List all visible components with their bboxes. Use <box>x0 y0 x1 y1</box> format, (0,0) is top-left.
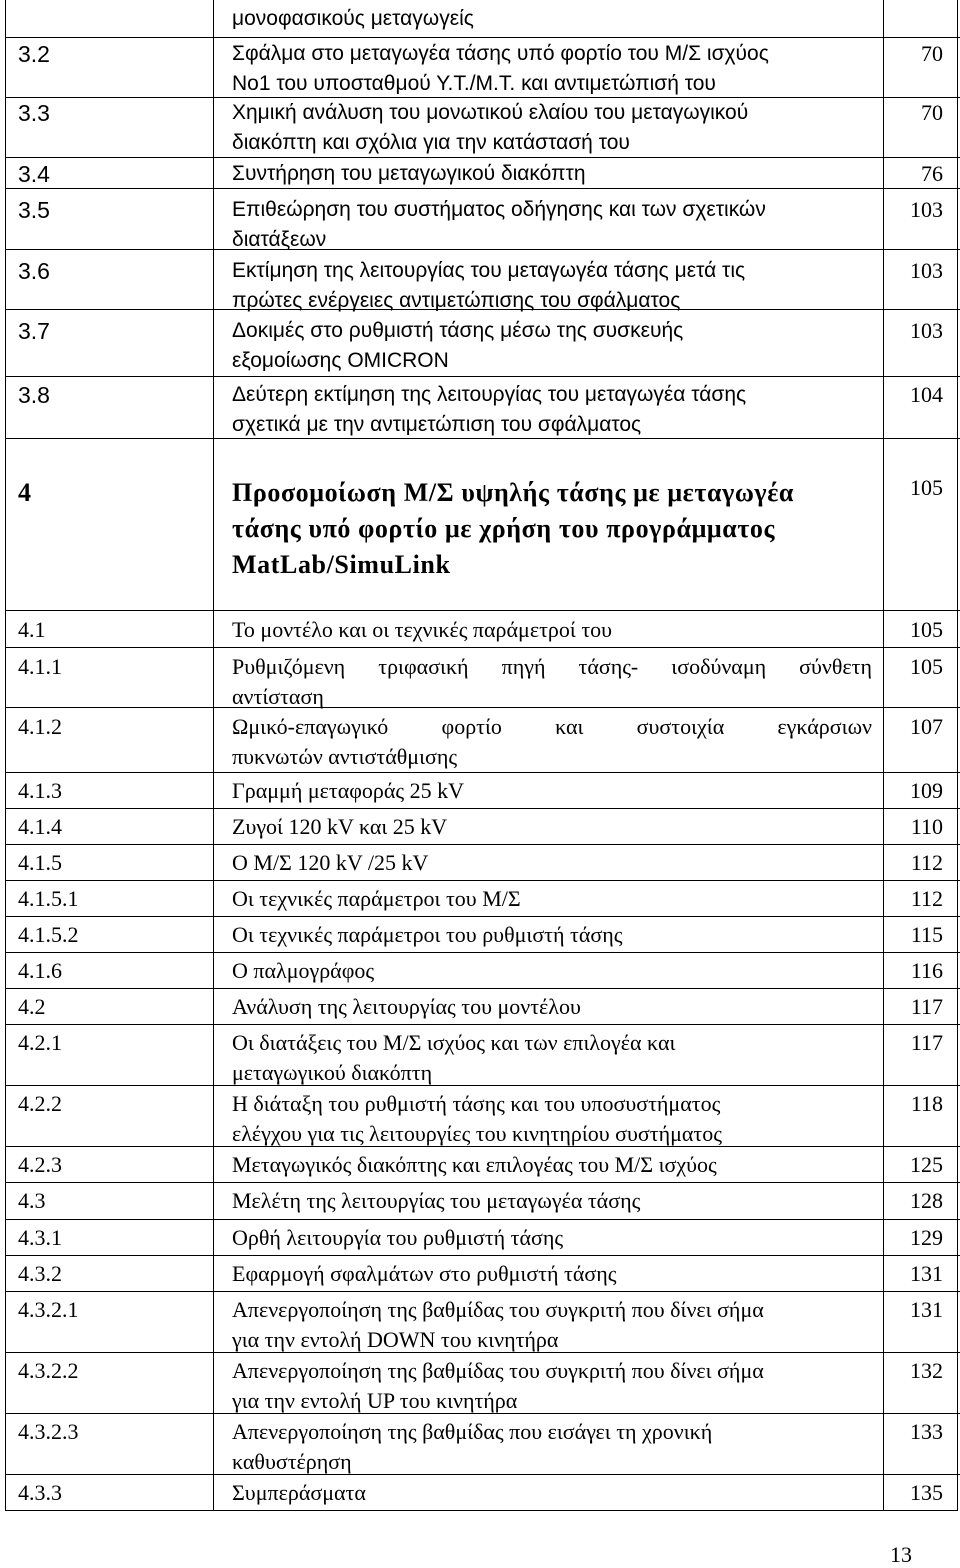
section-number: 4.1.5.1 <box>18 886 79 911</box>
toc-number-cell <box>5 1256 213 1292</box>
section-title-line: διατάξεων <box>232 228 327 251</box>
section-title-line: Το μοντέλο και οι τεχνικές παράμετροί του <box>232 617 613 642</box>
toc-page-cell <box>883 1025 958 1086</box>
toc-title-cell <box>213 189 883 250</box>
page-ref: 103 <box>910 197 943 222</box>
toc-row <box>5 1182 960 1220</box>
toc-page-cell <box>883 0 958 37</box>
toc-page-cell <box>883 989 958 1025</box>
section-number: 4.3.2.1 <box>18 1297 79 1322</box>
toc-title-cell <box>213 463 883 610</box>
toc-row <box>5 376 960 439</box>
section-title-line: Εφαρμογή σφαλμάτων στο ρυθμιστή τάσης <box>232 1261 617 1286</box>
toc-page-cell <box>883 1183 958 1220</box>
toc-row <box>5 952 960 989</box>
section-title-line: Μελέτη της λειτουργίας του μεταγωγέα τάσης <box>232 1188 641 1213</box>
toc-title-cell <box>213 708 883 773</box>
section-title-line: Απενεργοποίηση της βαθμίδας που εισάγει τη χρονική <box>232 1419 713 1444</box>
section-number: 4.1.4 <box>18 814 62 839</box>
toc-title-cell <box>213 1220 883 1256</box>
toc-number-cell <box>5 917 213 953</box>
section-title-line: Σφάλμα στο μεταγωγέα τάσης υπό φορτίο του Μ/Σ ισχύος <box>232 42 769 65</box>
toc-number-cell <box>5 1086 213 1147</box>
toc-title-cell <box>213 648 883 708</box>
toc-row <box>5 1255 960 1292</box>
section-title-line: Οι διατάξεις του Μ/Σ ισχύος και των επιλογέα και <box>232 1030 676 1055</box>
page-ref: 107 <box>910 714 943 739</box>
toc-page-cell <box>883 38 958 98</box>
section-title-line: Ωμικό-επαγωγικό φορτίο και συστοιχία εγκάρσιων <box>232 714 872 739</box>
section-title-line: Ζυγοί 120 kV και 25 kV <box>232 814 448 839</box>
toc-page-cell <box>883 1353 958 1414</box>
toc-title-cell <box>213 1256 883 1292</box>
section-number: 4.3.1 <box>18 1225 62 1250</box>
toc-number-cell <box>5 845 213 881</box>
toc-row <box>5 463 960 610</box>
page-ref: 131 <box>910 1297 943 1322</box>
section-number: 3.3 <box>18 100 50 126</box>
toc-row <box>5 880 960 917</box>
page-ref: 105 <box>910 617 943 642</box>
toc-number-cell <box>5 1220 213 1256</box>
toc-row <box>5 1352 960 1414</box>
toc-number-cell <box>5 98 213 158</box>
page-ref: 112 <box>910 886 943 911</box>
toc-number-cell <box>5 809 213 845</box>
section-title-line: ελέγχου για τις λειτουργίες του κινητηρίου συστήματος <box>232 1121 722 1146</box>
toc-number-cell <box>5 158 213 189</box>
section-number: 3.5 <box>18 197 50 223</box>
toc-title-cell <box>213 0 883 37</box>
toc-title-cell <box>213 1414 883 1475</box>
toc-number-cell <box>5 439 213 464</box>
toc-page-cell <box>883 881 958 917</box>
toc-page-cell <box>883 809 958 845</box>
page-ref: 103 <box>910 258 943 283</box>
section-title-line: Δεύτερη εκτίμηση της λειτουργίας του μεταγωγέα τάσης <box>232 383 747 406</box>
section-title-line: πυκνωτών αντιστάθμισης <box>232 744 458 769</box>
page-ref: 135 <box>910 1480 943 1505</box>
section-number: 4.2.1 <box>18 1030 62 1055</box>
toc-page-cell <box>883 1147 958 1183</box>
section-number: 4.1.5 <box>18 850 62 875</box>
toc-number-cell <box>5 989 213 1025</box>
toc-row <box>5 37 960 98</box>
toc-row <box>5 157 960 189</box>
section-title-line: Συμπεράσματα <box>232 1480 366 1505</box>
page-ref: 105 <box>910 475 943 500</box>
toc-row <box>5 844 960 881</box>
toc-title-cell <box>213 773 883 809</box>
toc-title-cell <box>213 1183 883 1220</box>
toc-number-cell <box>5 1475 213 1511</box>
toc-number-cell <box>5 38 213 98</box>
page-ref: 103 <box>910 318 943 343</box>
page-ref: 131 <box>910 1261 943 1286</box>
toc-number-cell <box>5 0 213 37</box>
toc-row <box>5 988 960 1025</box>
page-ref: 70 <box>921 100 943 125</box>
toc-page-cell <box>883 1475 958 1511</box>
section-title-line: μονοφασικούς μεταγωγείς <box>232 7 474 30</box>
toc-title-cell <box>213 1292 883 1353</box>
toc-row <box>5 1291 960 1353</box>
toc-title-cell <box>213 1475 883 1511</box>
section-title-line: Απενεργοποίηση της βαθμίδας του συγκριτή που δίνει σήμα <box>232 1358 764 1383</box>
toc-number-cell <box>5 1025 213 1086</box>
page-ref: 118 <box>910 1091 943 1116</box>
page-ref: 105 <box>910 654 943 679</box>
section-title-line: Οι τεχνικές παράμετροι του Μ/Σ <box>232 886 521 911</box>
toc-number-cell <box>5 377 213 439</box>
toc-title-cell <box>213 1025 883 1086</box>
section-title-line: Οι τεχνικές παράμετροι του ρυθμιστή τάσης <box>232 922 623 947</box>
toc-page-cell <box>883 953 958 989</box>
toc-number-cell <box>5 1147 213 1183</box>
toc-row <box>5 707 960 773</box>
toc-title-cell <box>213 1147 883 1183</box>
toc-page-cell <box>883 189 958 250</box>
section-title-line: αντίσταση <box>232 684 324 709</box>
section-number: 4.1.2 <box>18 714 62 739</box>
toc-row <box>5 916 960 953</box>
section-title-line: Ο Μ/Σ 120 kV /25 kV <box>232 850 429 875</box>
page-ref: 116 <box>910 958 943 983</box>
section-number: 4.3.3 <box>18 1480 62 1505</box>
toc-number-cell <box>5 1414 213 1475</box>
toc-page-cell <box>883 310 958 377</box>
section-title-line: για την εντολή DOWN του κινητήρα <box>232 1327 559 1352</box>
page-ref: 109 <box>910 778 943 803</box>
section-title-line: καθυστέρηση <box>232 1449 352 1474</box>
page-ref: 104 <box>910 382 943 407</box>
page-ref: 112 <box>910 850 943 875</box>
section-number: 4.2 <box>18 994 46 1019</box>
section-number: 4.1.6 <box>18 958 62 983</box>
section-number: 4.1.5.2 <box>18 922 79 947</box>
section-title-line: σχετικά με την αντιμετώπιση του σφάλματος <box>232 413 642 436</box>
toc-row <box>5 97 960 158</box>
toc-page-cell <box>883 917 958 953</box>
toc-page-cell <box>883 648 958 708</box>
toc-title-cell <box>213 917 883 953</box>
page-ref: 117 <box>910 1030 943 1055</box>
section-title-line: Ο παλμογράφος <box>232 958 375 983</box>
toc-number-cell <box>5 648 213 708</box>
section-title-line: MatLab/SimuLink <box>232 550 451 579</box>
page-ref: 117 <box>910 994 943 1019</box>
section-title-line: τάσης υπό φορτίο με χρήση του προγράμματος <box>232 514 776 543</box>
section-title-line: πρώτες ενέργειες αντιμετώπισης του σφάλματος <box>232 289 681 312</box>
section-title-line: Προσομοίωση Μ/Σ υψηλής τάσης με μεταγωγέα <box>232 478 795 507</box>
section-title-line: Χημική ανάλυση του μονωτικού ελαίου του μεταγωγικού <box>232 101 749 124</box>
section-number: 4.2.3 <box>18 1152 62 1177</box>
toc-page-cell <box>883 1292 958 1353</box>
section-number: 4.1.3 <box>18 778 62 803</box>
section-number: 4.2.2 <box>18 1091 62 1116</box>
section-number: 3.6 <box>18 258 50 284</box>
section-number: 3.8 <box>18 382 50 408</box>
toc-title-cell <box>213 377 883 439</box>
toc-page-cell <box>883 611 958 648</box>
toc-page-cell <box>883 1220 958 1256</box>
toc-number-cell <box>5 611 213 648</box>
page-ref: 115 <box>910 922 943 947</box>
section-number: 4.1.1 <box>18 654 62 679</box>
toc-row <box>5 1024 960 1086</box>
section-title-line: Γραμμή μεταφοράς 25 kV <box>232 778 465 803</box>
section-title-line: Ανάλυση της λειτουργίας του μοντέλου <box>232 994 581 1019</box>
section-number: 4.1 <box>18 617 46 642</box>
toc-page-cell <box>883 1086 958 1147</box>
toc-number-cell <box>5 250 213 310</box>
section-title-line: Επιθεώρηση του συστήματος οδήγησης και των σχετικών <box>232 198 766 221</box>
section-number: 4.3 <box>18 1188 46 1213</box>
toc-number-cell <box>5 881 213 917</box>
section-title-line: Ρυθμιζόμενη τριφασική πηγή τάσης- ισοδύναμη σύνθετη <box>232 654 872 679</box>
page-ref: 76 <box>921 161 943 186</box>
toc-title-cell <box>213 250 883 310</box>
toc-page-cell <box>883 708 958 773</box>
toc-row <box>5 1413 960 1475</box>
section-title-line: Συντήρηση του μεταγωγικού διακόπτη <box>232 162 586 185</box>
toc-row <box>5 249 960 310</box>
toc-title-cell <box>213 845 883 881</box>
toc-page-cell <box>883 250 958 310</box>
section-title-line: εξομοίωσης OMICRON <box>232 349 449 372</box>
toc-title-cell <box>213 439 883 464</box>
toc-number-cell <box>5 953 213 989</box>
page-ref: 132 <box>910 1358 943 1383</box>
toc-title-cell <box>213 38 883 98</box>
section-title-line: Δοκιμές στο ρυθμιστή τάσης μέσω της συσκευής <box>232 319 684 342</box>
toc-page-cell <box>883 377 958 439</box>
section-title-line: Ορθή λειτουργία του ρυθμιστή τάσης <box>232 1225 564 1250</box>
toc-row <box>5 647 960 708</box>
toc-number-cell <box>5 1353 213 1414</box>
toc-page-cell <box>883 158 958 189</box>
section-title-line: Απενεργοποίηση της βαθμίδας του συγκριτή που δίνει σήμα <box>232 1297 764 1322</box>
page-ref: 128 <box>910 1188 943 1213</box>
toc-row <box>5 1085 960 1147</box>
page-number: 13 <box>890 1542 912 1567</box>
toc-row <box>5 1146 960 1183</box>
toc-row <box>5 438 960 464</box>
toc-row <box>5 309 960 377</box>
toc-number-cell <box>5 1183 213 1220</box>
page-ref: 133 <box>910 1419 943 1444</box>
toc-page-cell <box>883 439 958 464</box>
toc-row <box>5 772 960 809</box>
page-ref: 70 <box>921 41 943 66</box>
toc-title-cell <box>213 1086 883 1147</box>
section-title-line: μεταγωγικού διακόπτη <box>232 1060 433 1085</box>
toc-row <box>5 1219 960 1256</box>
toc-title-cell <box>213 611 883 648</box>
toc-row <box>5 1474 960 1511</box>
toc-title-cell <box>213 158 883 189</box>
toc-page-cell <box>883 1414 958 1475</box>
section-title-line: διακόπτη και σχόλια για την κατάστασή του <box>232 131 630 154</box>
page-ref: 129 <box>910 1225 943 1250</box>
toc-title-cell <box>213 809 883 845</box>
section-number: 4.3.2.2 <box>18 1358 79 1383</box>
toc-title-cell <box>213 310 883 377</box>
toc-number-cell <box>5 189 213 250</box>
section-number: 4.3.2 <box>18 1261 62 1286</box>
toc-page-cell <box>883 1256 958 1292</box>
toc-page-cell <box>883 463 958 610</box>
section-title-line: Μεταγωγικός διακόπτης και επιλογέας του Μ/Σ ισχύος <box>232 1152 717 1177</box>
toc-page-cell <box>883 845 958 881</box>
toc-title-cell <box>213 953 883 989</box>
section-number: 3.2 <box>18 41 50 67</box>
page-ref: 125 <box>910 1152 943 1177</box>
section-title-line: Εκτίμηση της λειτουργίας του μεταγωγέα τάσης μετά τις <box>232 259 746 282</box>
section-number: 4.3.2.3 <box>18 1419 79 1444</box>
section-title-line: για την εντολή UP του κινητήρα <box>232 1388 518 1413</box>
toc-number-cell <box>5 310 213 377</box>
toc-row <box>5 0 960 37</box>
toc-row <box>5 188 960 250</box>
toc-title-cell <box>213 881 883 917</box>
section-number: 4 <box>18 478 32 507</box>
toc-page-cell <box>883 98 958 158</box>
toc-title-cell <box>213 98 883 158</box>
toc-number-cell <box>5 773 213 809</box>
toc-number-cell <box>5 463 213 610</box>
section-number: 3.7 <box>18 318 50 344</box>
section-number: 3.4 <box>18 161 50 187</box>
table-bottom-border <box>5 1510 958 1511</box>
toc-row <box>5 610 960 648</box>
toc-number-cell <box>5 708 213 773</box>
toc-row <box>5 808 960 845</box>
toc-title-cell <box>213 1353 883 1414</box>
page-ref: 110 <box>910 814 943 839</box>
toc-number-cell <box>5 1292 213 1353</box>
section-title-line: Νο1 του υποσταθμού Υ.Τ./Μ.Τ. και αντιμετώπισή του <box>232 72 716 95</box>
toc-page-cell <box>883 773 958 809</box>
toc-title-cell <box>213 989 883 1025</box>
section-title-line: Η διάταξη του ρυθμιστή τάσης και του υποσυστήματος <box>232 1091 721 1116</box>
